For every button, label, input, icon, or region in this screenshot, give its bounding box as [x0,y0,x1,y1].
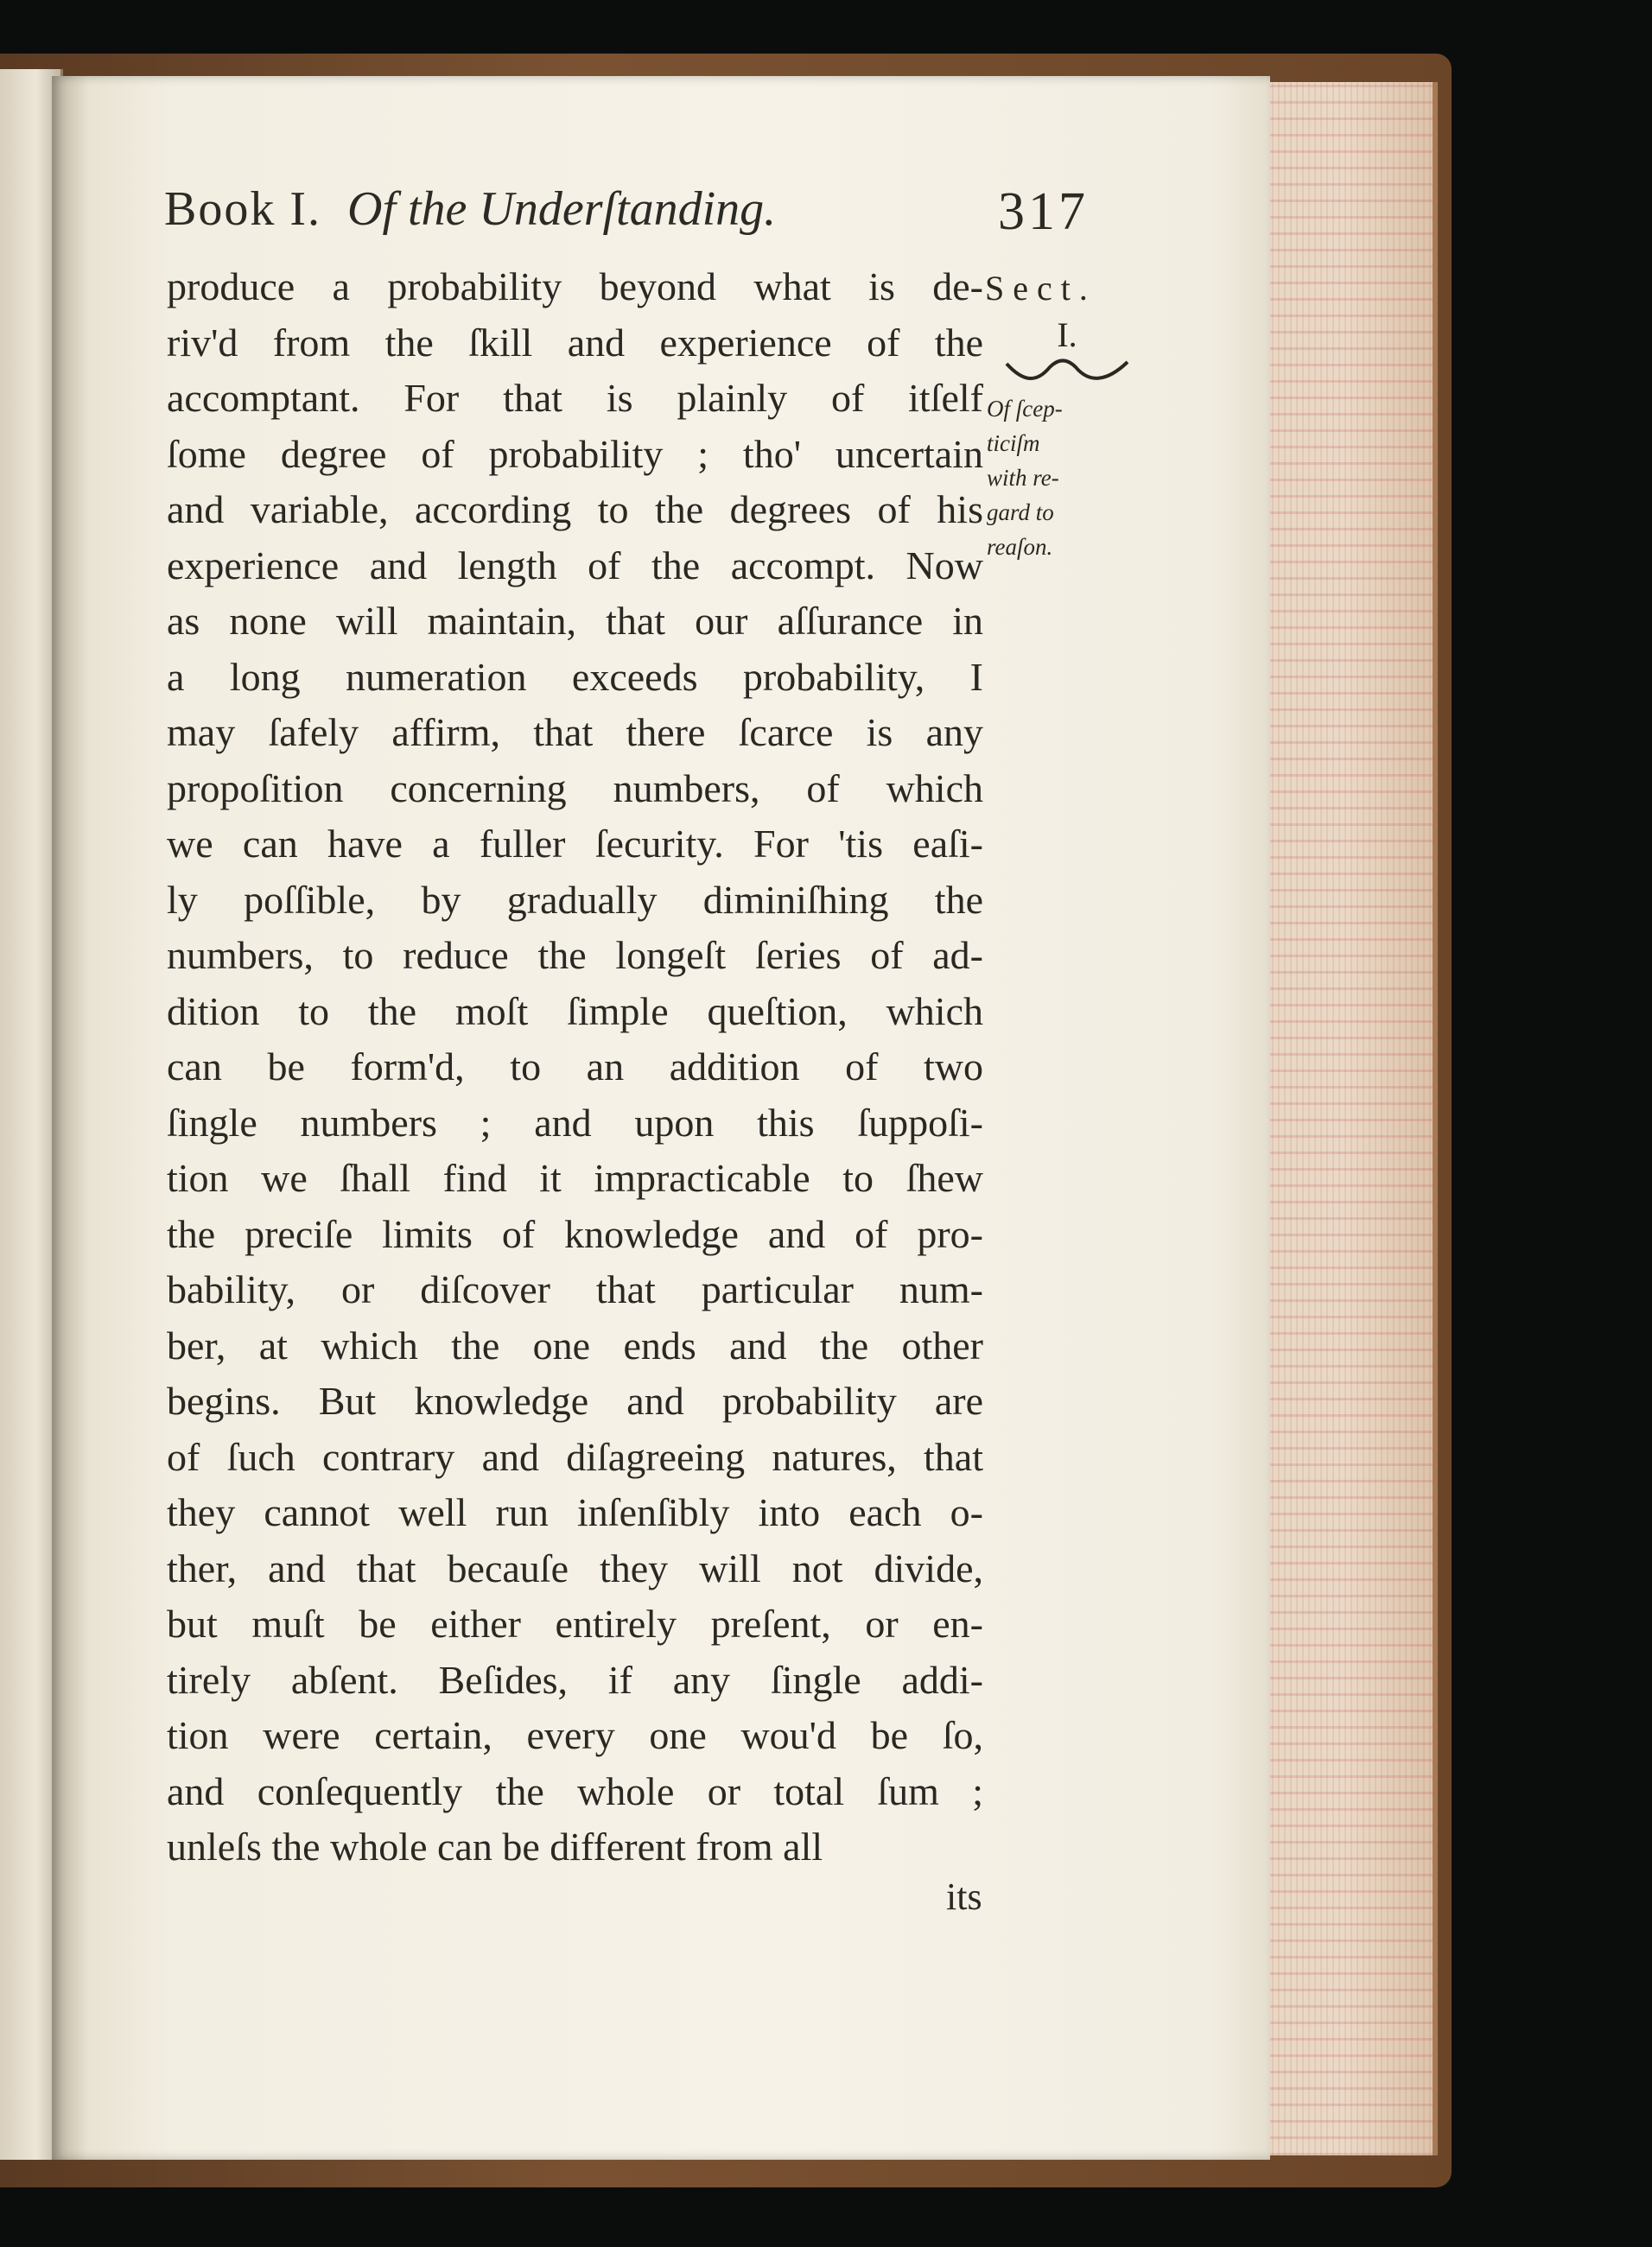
text-line: ſingle numbers ; and upon this ſuppoſi- [167,1100,983,1145]
text-line: a long numeration exceeds probability, I [167,654,983,699]
text-line: we can have a fuller ſecurity. For 'tis eaſi- [167,822,983,866]
text-line: ber, at which the one ends and the other [167,1323,983,1368]
ornament-brace [985,357,1149,391]
text-line: they cannot well run inſenſibly into each o- [167,1490,983,1534]
text-line: and conſequently the whole or total ſum ; [167,1768,983,1813]
page-block-edge [1260,82,1438,2155]
text-line: can be form'd, to an addition of two [167,1044,983,1089]
section-number: I. [1057,315,1077,354]
text-line: may ſafely affirm, that there ſcarce is any [167,710,983,754]
text-line: numbers, to reduce the longeſt ſeries of ad- [167,933,983,977]
text-line: experience and length of the accompt. Now [167,543,983,587]
text-line: begins. But knowledge and probability are [167,1379,983,1423]
catchword: its [946,1876,982,1918]
text-line: ly poſſible, by gradually diminiſhing the [167,877,983,922]
text-line: propoſition concerning numbers, of which [167,765,983,810]
text-line: tirely abſent. Beſides, if any ſingle addi- [167,1657,983,1702]
text-line: and variable, according to the degrees of his [167,487,983,531]
margin-note-line: with re- [987,465,1059,491]
text-line: ther, and that becauſe they will not divide, [167,1546,983,1590]
margin-note-line: ticiſm [987,430,1040,456]
margin-note-line: reaſon. [987,534,1053,560]
text-line: the preciſe limits of knowledge and of pro- [167,1211,983,1256]
text-line: dition to the moſt ſimple queſtion, which [167,988,983,1033]
text-line: tion we ſhall find it impracticable to ſhew [167,1156,983,1200]
page-number: 317 [998,182,1089,241]
section-label: Sect. [985,269,1096,308]
text-line: but muſt be either entirely preſent, or en- [167,1602,983,1646]
text-line: riv'd from the ſkill and experience of the [167,320,983,365]
text-line: of ſuch contrary and diſagreeing natures, that [167,1434,983,1479]
text-line: bability, or diſcover that particular num- [167,1267,983,1311]
book-label: Book I. [164,182,321,236]
text-line: accomptant. For that is plainly of itſelf [167,376,983,420]
running-head [164,181,1115,259]
marginal-note [985,263,1149,564]
text-line: tion were certain, every one wou'd be ſo, [167,1713,983,1757]
text-line: unleſs the whole can be different from all [167,1825,823,1869]
body-text [167,259,983,1876]
text-line: as none will maintain, that our aſſurance in [167,599,983,643]
text-line: produce a probability beyond what is de- [167,264,983,308]
margin-note-line: Of ſcep- [987,396,1063,422]
book-title: Of the Underſtanding. [347,182,777,236]
margin-note-line: gard to [987,499,1054,525]
text-line: ſome degree of probability ; tho' uncertain [167,431,983,476]
